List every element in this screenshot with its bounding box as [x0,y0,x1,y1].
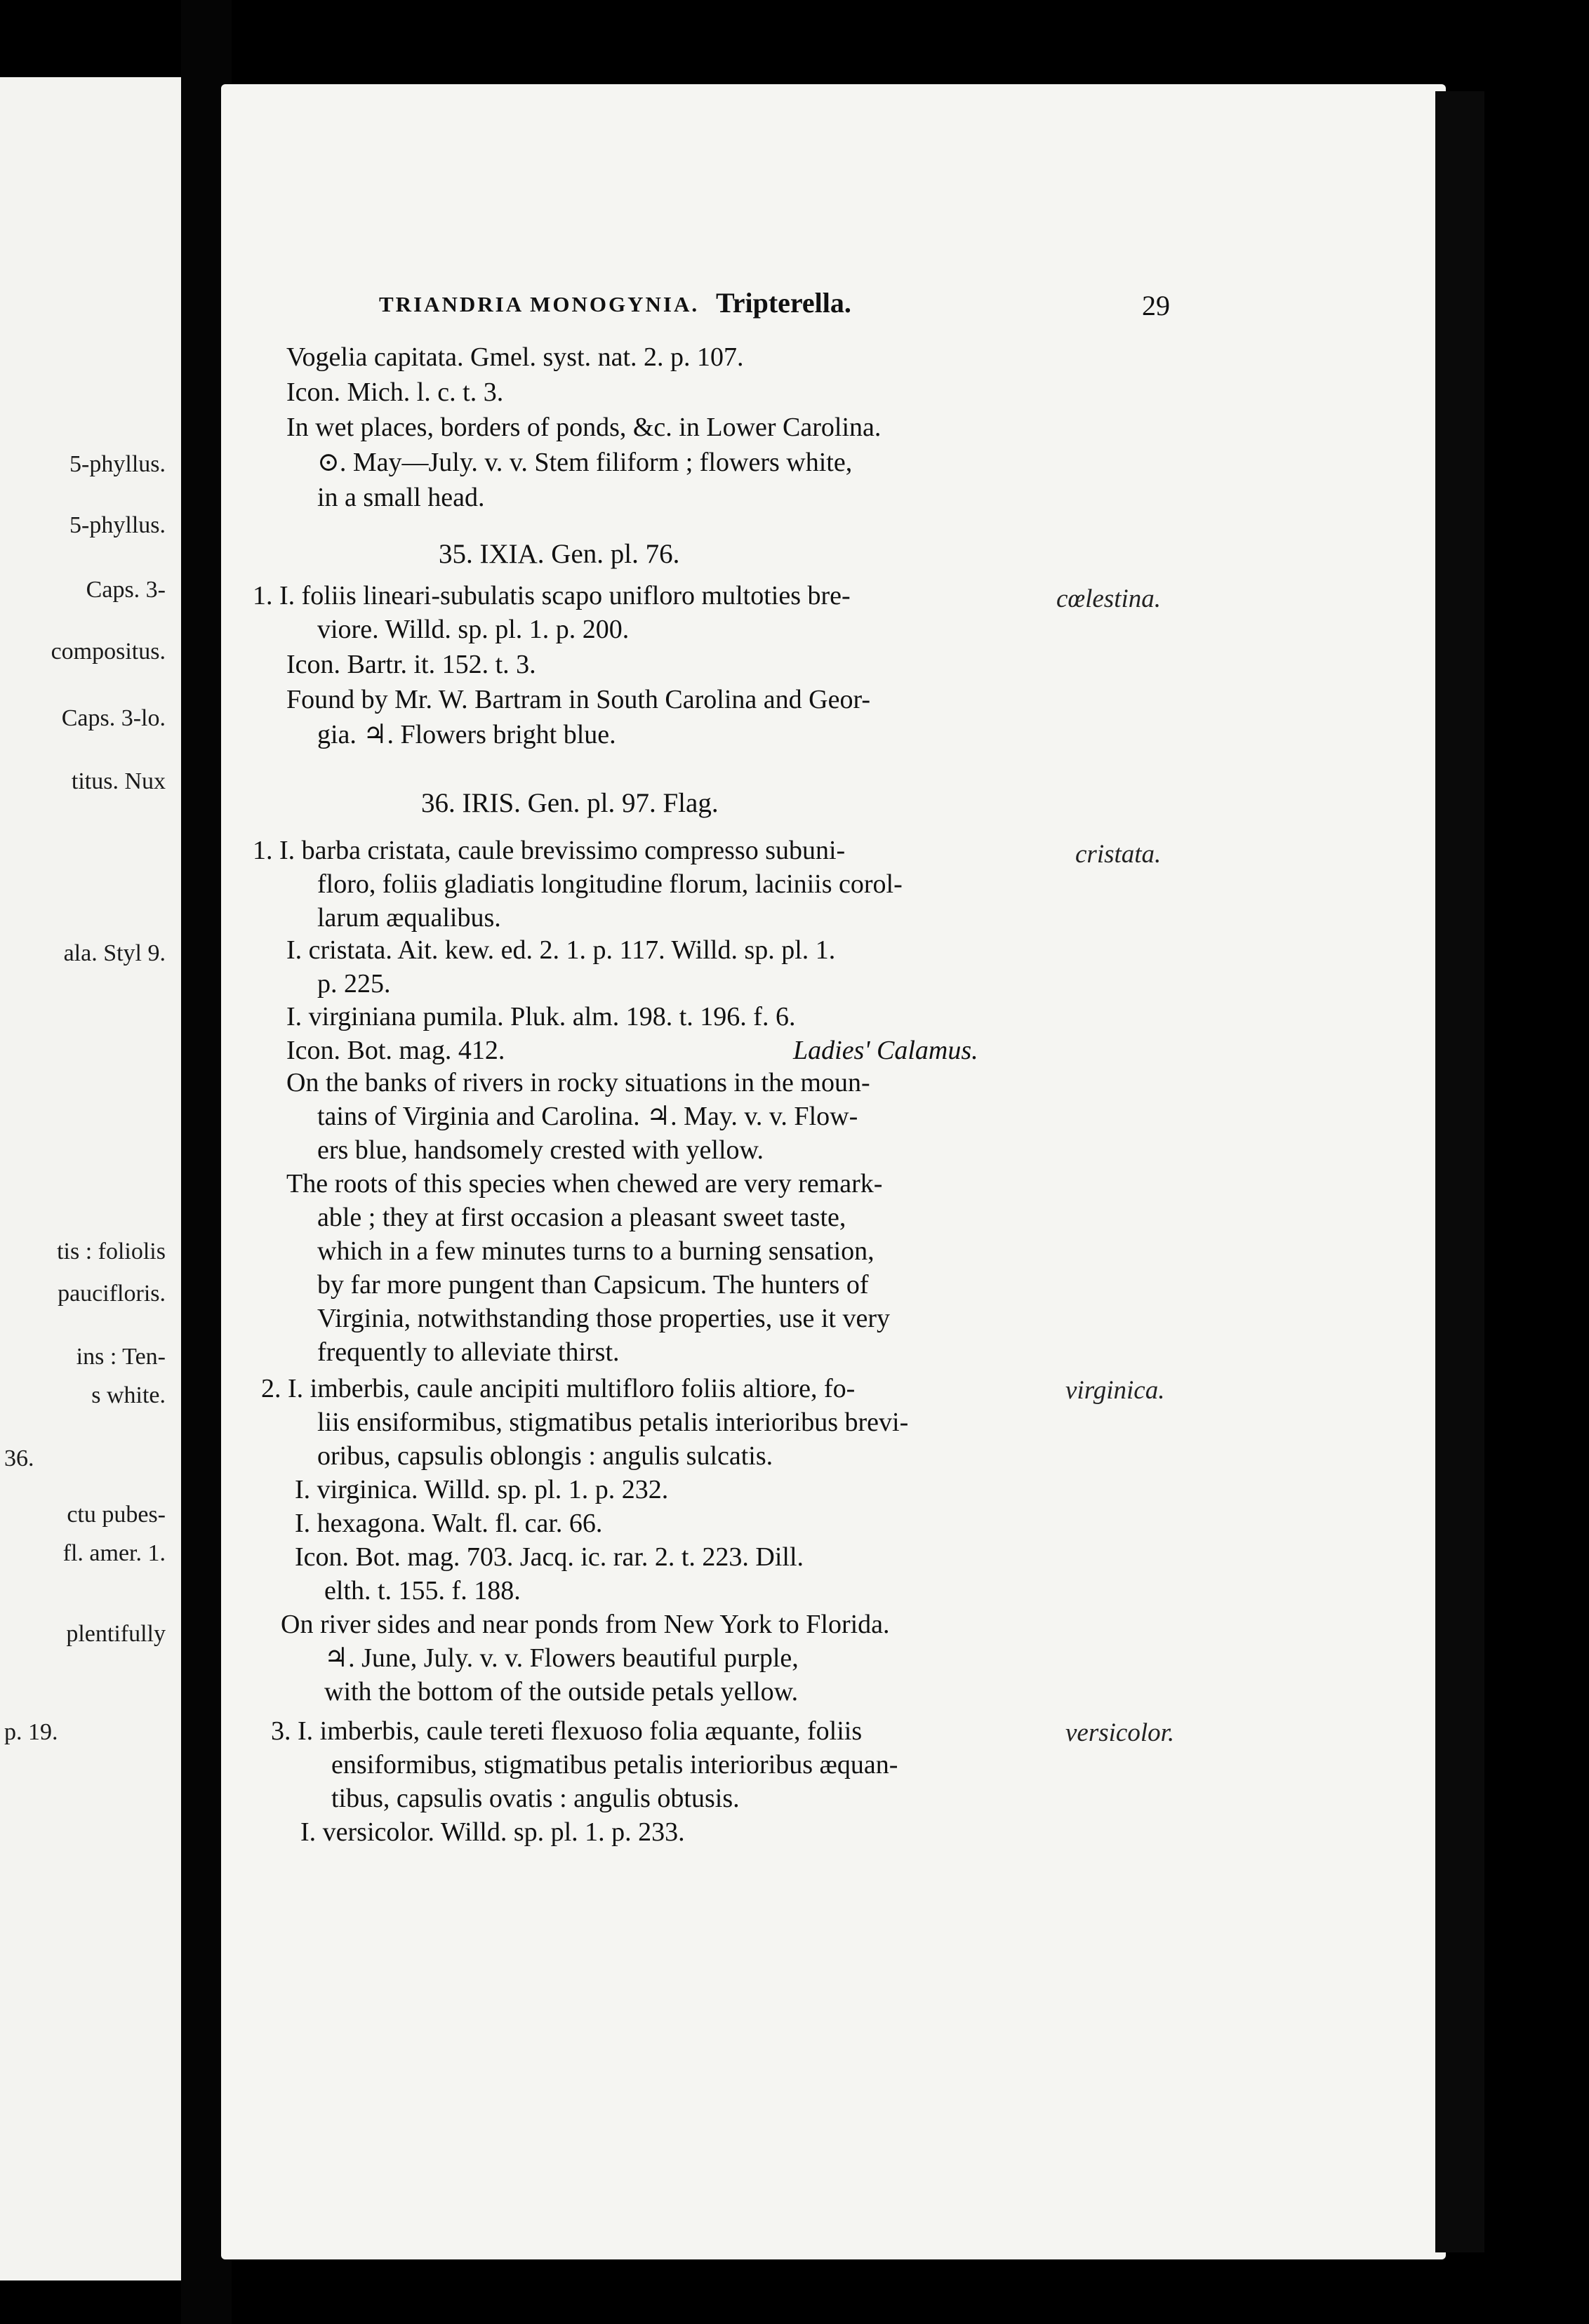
text-line: ♃. June, July. v. v. Flowers beautiful purple, [324,1643,799,1673]
margin-note-species: cœlestina. [1056,585,1162,613]
left-page-fragment [0,77,181,2280]
text-line: Icon. Bot. mag. 412. [286,1036,505,1065]
text-line: ers blue, handsomely crested with yellow. [317,1135,764,1165]
text-line: 1. I. foliis lineari-subulatis scapo unifloro multoties bre- [253,581,851,610]
genus-heading: 36. IRIS. Gen. pl. 97. Flag. [421,788,719,818]
text-line: p. 225. [317,969,391,999]
text-line: Icon. Bartr. it. 152. t. 3. [286,650,536,679]
text-line: floro, foliis gladiatis longitudine florum, laciniis corol- [317,869,903,899]
left-page-line: compositus. [51,639,166,665]
text-line: liis ensiformibus, stigmatibus petalis interioribus brevi- [317,1408,909,1437]
text-line: elth. t. 155. f. 188. [324,1576,521,1605]
genus-heading: 35. IXIA. Gen. pl. 76. [439,539,680,569]
running-head: TRIANDRIA MONOGYNIA. [379,292,700,316]
margin-note-species: virginica. [1065,1376,1165,1405]
text-line: Found by Mr. W. Bartram in South Carolina and Geor- [286,685,870,714]
left-page-line: ins : Ten- [76,1344,166,1370]
text-line: Vogelia capitata. Gmel. syst. nat. 2. p. 107. [286,342,744,372]
left-page-line: Caps. 3-lo. [61,705,166,731]
text-line: Icon. Mich. l. c. t. 3. [286,378,504,407]
text-line: larum æqualibus. [317,903,501,933]
text-line: which in a few minutes turns to a burning sensation, [317,1236,875,1266]
text-line: I. cristata. Ait. kew. ed. 2. 1. p. 117. Willd. sp. pl. 1. [286,935,836,965]
left-page-line: paucifloris. [58,1281,166,1307]
text-line: tibus, capsulis ovatis : angulis obtusis. [331,1784,740,1813]
page-edge-shadow [1435,91,1484,2252]
left-page-line: s white. [91,1382,166,1408]
common-name: Ladies' Calamus. [793,1036,978,1065]
left-page-line: fl. amer. 1. [62,1540,166,1566]
text-line: with the bottom of the outside petals yellow. [324,1677,799,1707]
text-line: 2. I. imberbis, caule ancipiti multifloro foliis altiore, fo- [261,1374,856,1403]
text-line: 1. I. barba cristata, caule brevissimo compresso subuni- [253,836,846,865]
page-number: 29 [1142,290,1170,321]
left-page-line: 36. [4,1445,34,1471]
left-page-line: plentifully [66,1621,166,1647]
left-page-line: p. 19. [4,1719,58,1745]
text-line: ensiformibus, stigmatibus petalis interioribus æquan- [331,1750,898,1779]
text-line: On the banks of rivers in rocky situations in the moun- [286,1068,870,1097]
left-page-line: ctu pubes- [67,1502,166,1528]
text-line: gia. ♃. Flowers bright blue. [317,720,616,749]
text-line: by far more pungent than Capsicum. The hunters of [317,1270,869,1300]
text-line: The roots of this species when chewed are very remark- [286,1169,883,1198]
text-line: tains of Virginia and Carolina. ♃. May. v. v. Flow- [317,1102,858,1131]
left-page-line: 5-phyllus. [69,512,166,538]
left-page-line: Caps. 3- [86,577,166,603]
text-line: frequently to alleviate thirst. [317,1337,620,1367]
left-page-line: tis : foliolis [57,1238,166,1264]
left-page-line: ala. Styl 9. [63,940,166,966]
text-line: I. versicolor. Willd. sp. pl. 1. p. 233. [300,1817,685,1847]
text-line: I. virginiana pumila. Pluk. alm. 198. t. 196. f. 6. [286,1002,796,1031]
left-page-line: titus. Nux [71,768,166,794]
text-line: Virginia, notwithstanding those properties, use it very [317,1304,890,1333]
running-head-genus: Tripterella. [716,287,851,319]
text-line: oribus, capsulis oblongis : angulis sulcatis. [317,1441,773,1471]
left-page-line: 5-phyllus. [69,451,166,477]
text-line: in a small head. [317,483,485,512]
margin-note-species: versicolor. [1065,1718,1175,1747]
text-line: On river sides and near ponds from New York to Florida. [281,1610,890,1639]
text-line: In wet places, borders of ponds, &c. in Lower Carolina. [286,413,882,442]
text-line: Icon. Bot. mag. 703. Jacq. ic. rar. 2. t. 223. Dill. [295,1542,804,1572]
text-line: I. hexagona. Walt. fl. car. 66. [295,1509,603,1538]
text-line: ⊙. May—July. v. v. Stem filiform ; flowers white, [317,448,853,477]
text-line: 3. I. imberbis, caule tereti flexuoso folia æquante, foliis [271,1716,863,1746]
text-line: viore. Willd. sp. pl. 1. p. 200. [317,615,630,644]
text-line: I. virginica. Willd. sp. pl. 1. p. 232. [295,1475,669,1504]
margin-note-species: cristata. [1075,840,1162,869]
text-line: able ; they at first occasion a pleasant sweet taste, [317,1203,846,1232]
